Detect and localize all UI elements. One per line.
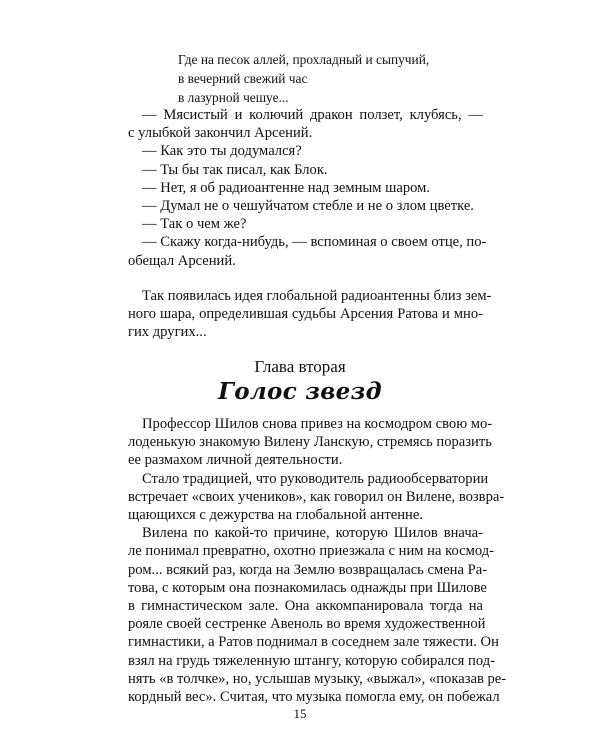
dialogue-line [128,179,483,197]
dialogue-line [128,233,487,269]
text-line: встречает «своих учеников», как говорил он Вилене, возвра- [128,488,505,505]
text-line: — Ты бы так писал, как Блок. [142,161,328,178]
text-line: с улыбкой закончил Арсений. [128,125,313,142]
text-line: гимнастики, а Ратов поднимал в соседнем зале тяжести. Он [128,634,499,651]
paragraph [128,415,493,470]
text-line: взял на грудь тяжеленную штангу, которую собирался под- [128,652,496,669]
chapter-title: Голос звезд [218,378,382,405]
paragraph [128,470,505,525]
paragraph [128,524,507,706]
text-line: ее размахом личной деятельности. [128,452,343,469]
dialogue-line [128,106,483,142]
dialogue-line [128,197,483,215]
text-line: гих других... [128,324,207,341]
text-line: Так появилась идея глобальной радиоантенны близ зем- [142,288,492,304]
text-line: — Нет, я об радиоантенне над земным шаром. [142,179,431,196]
dialogue-line [128,161,483,179]
text-line: обещал Арсений. [128,252,236,269]
text-line: нять «в толчке», но, услышав музыку, «выжал», «показав ре- [128,670,507,687]
dialogue-block [128,106,487,270]
paragraph [128,287,492,342]
text-line: Вилена по какой-то причине, которую Шилов внача- [142,525,483,542]
chapter-body [128,415,507,706]
text-line: ного шара, определившая судьбы Арсения Ратова и мно- [128,306,483,323]
text-line: лоденькую знакомую Вилену Ланскую, стремясь поразить [128,434,492,451]
text-line: ром... всякий раз, когда на Землю возвращалась смена Ра- [128,561,488,578]
chapter-label: Глава вторая [254,357,346,376]
text-line: — Мясистый и колючий дракон ползет, клубясь, — [142,107,483,123]
text-line: това, с которым она познакомилась однажды при Шилове [128,579,487,596]
closing-paragraph [128,287,492,342]
dialogue-line [128,142,483,160]
text-line: кордный вес». Считая, что музыка помогла ему, он побежал [128,689,500,706]
text-line: — Думал не о чешуйчатом стебле и не о злом цветке. [142,198,474,215]
text-line: Профессор Шилов снова привез на космодром свою мо- [142,416,493,432]
text-line: щающихся с дежурства на глобальной антенне. [128,507,423,524]
text-line: — Как это ты додумался? [142,143,302,160]
text-line: в гимнастическом зале. Она аккомпанировала тогда на [128,598,483,615]
page-number: 15 [293,706,307,721]
text-line: рояле своей сестренке Авеноль во время художественной [128,616,486,633]
text-line: Стало традицией, что руководитель радиообсерватории [142,470,489,487]
text-line: ле понимал превратно, охотно приезжала с ним на космод- [128,543,494,560]
dialogue-line [128,215,483,233]
text-line: — Скажу когда-нибудь, — вспоминая о своем отце, по- [142,234,487,251]
poem-line: Где на песок аллей, прохладный и сыпучий, [178,52,430,67]
poem-line: в лазурной чешуе... [178,90,289,105]
poem-line: в вечерний свежий час [178,71,308,86]
text-line: — Так о чем же? [142,216,247,233]
poem-excerpt [178,50,429,107]
